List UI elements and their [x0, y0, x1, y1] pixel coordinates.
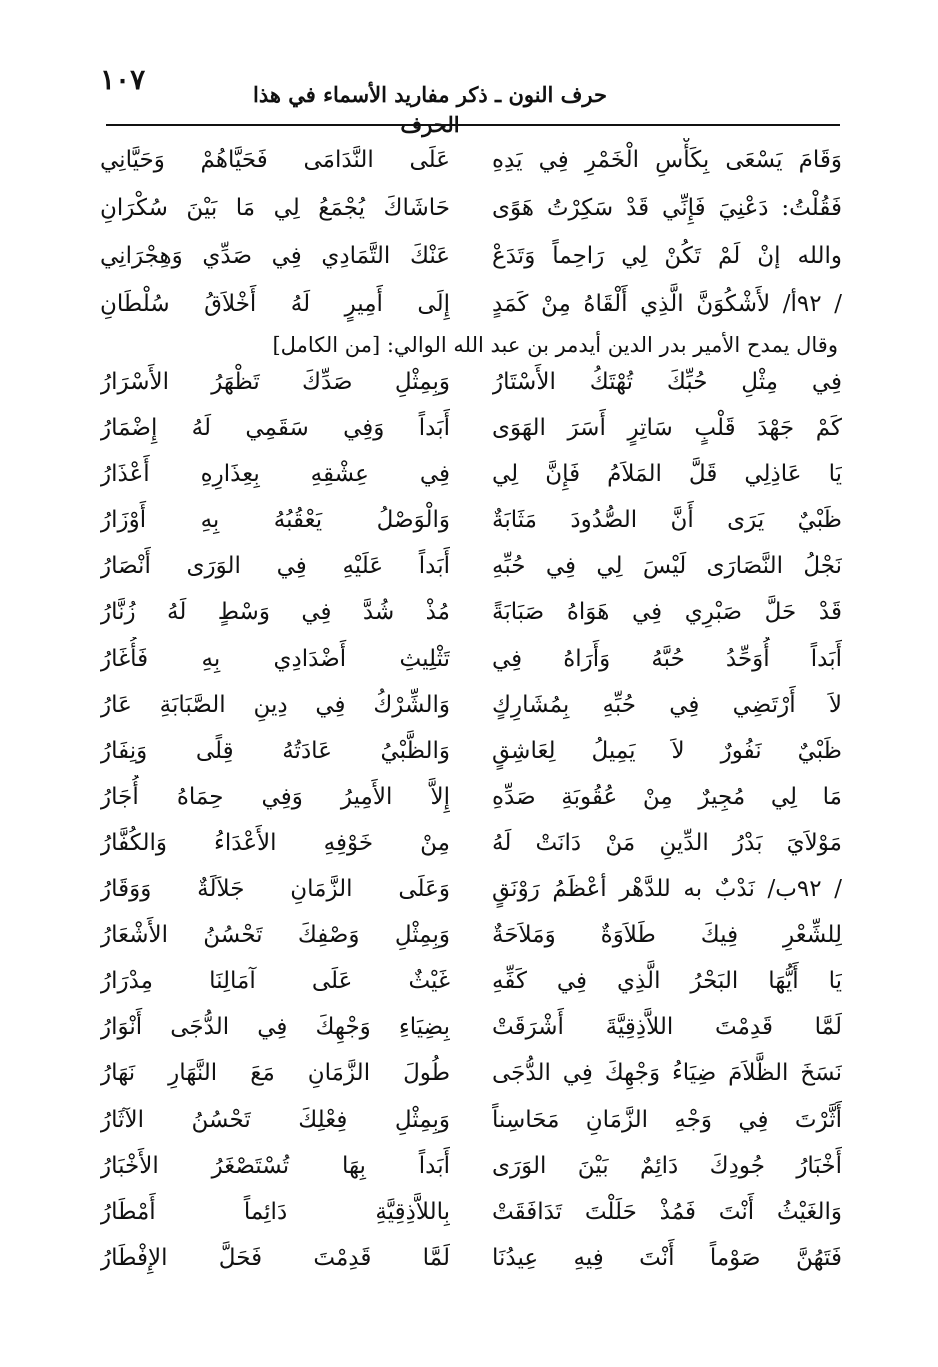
- first-hemistich: / ٩٢ب/ نَدْبٌ به للدَّهْر أعْظَمُ رَوْنَقٍ: [492, 876, 842, 903]
- first-hemistich: والله إنْ لَمْ تَكُنْ لِي رَاحِماً وَتَدَعْ: [492, 243, 842, 269]
- verse: [100, 867, 842, 913]
- second-hemistich: أَبَداً وَفِي سَقَمِي لَهُ إِضْمَارُ: [100, 415, 450, 442]
- first-hemistich: لِلشِّعْرِ فِيكَ طَلاَوَةٌ وَمَلاَحَةٌ: [492, 922, 842, 949]
- first-hemistich: نَسَخَ الظَّلاَمَ ضِيَاءُ وَجْهِكَ فِي الدُّجَى: [492, 1060, 842, 1087]
- second-hemistich: وَبِمِثْلِ فِعْلِكَ تَحْسُنُ الآثَارُ: [100, 1106, 450, 1133]
- first-hemistich: فِي مِثْلِ حُبِّكَ تُهْتَكُ الأَسْتَارُ: [492, 369, 842, 395]
- verse: [100, 590, 842, 636]
- second-hemistich: إِلاَّ الأَمِيرُ وَفِي حِمَاهُ أُجَارُ: [100, 783, 450, 810]
- second-hemistich: أَبَداً بِهَا تُسْتَصْغَرُ الأَخْبَارُ: [100, 1152, 450, 1179]
- second-hemistich: حَاشَاكَ يُجْمَعُ لِي مَا بَيْنَ سُكْرَانِ: [100, 195, 450, 221]
- first-hemistich: مَوْلاَيَ بَدْرُ الدِّينِ مَنْ دَانَتْ لَهُ: [492, 829, 842, 856]
- header-rule: [106, 124, 840, 126]
- first-hemistich: لاَ أَرْتَضِي فِي حُبِّهِ بِمُشَارِكٍ: [492, 691, 842, 718]
- verse: [100, 775, 842, 821]
- first-hemistich: يَا عَاذِلِي قَلَّ المَلاَمُ فَإِنَّ لِي: [492, 461, 842, 488]
- verse: [100, 406, 842, 452]
- second-hemistich: وَعَلَى الزَّمَانِ جَلاَلَةٌ وَوَقَارُ: [100, 876, 450, 903]
- first-hemistich: يَا أَيُّهَا البَحْرُ الَّذِي فِي كَفِّهِ: [492, 968, 842, 995]
- poem-2: [100, 360, 842, 1282]
- verse: [100, 544, 842, 590]
- second-hemistich: وَبِمِثْلِ وَصْفِكَ تَحْسُنُ الأَشْعَارُ: [100, 922, 450, 949]
- first-hemistich: وَالغَيْثُ أَنْتَ فَمُذْ حَلَلْتَ تَدَافَقَتْ: [492, 1198, 842, 1225]
- second-hemistich: غَيْثٌ عَلَى آمَالِنَا مِدْرَارُ: [100, 968, 450, 995]
- verse: [100, 282, 842, 330]
- first-hemistich: / ٩٢أ/ لأَشْكُوَنَّ الَّذِي أَلْقَاهُ مِنْ كَمَدٍ: [492, 291, 842, 317]
- second-hemistich: وَالْوَصْلُ يَعْقُبُهُ بِهِ أَوْزَارُ: [100, 507, 450, 534]
- first-hemistich: ظَبْيٌ يَرَى أَنَّ الصُّدُودَ مَثَابَةٌ: [492, 507, 842, 534]
- verse: [100, 498, 842, 544]
- verse: [100, 138, 842, 186]
- verse: [100, 1190, 842, 1236]
- second-hemistich: طُولَ الزَّمَانِ مَعَ النَّهَارِ نَهَارُ: [100, 1060, 450, 1087]
- first-hemistich: فَقُلْتُ: دَعْنِيَ فَإِنِّي قَدْ سَكِرْتُ هَوًى: [492, 195, 842, 221]
- verse: [100, 360, 842, 406]
- first-hemistich: فَتَهُنَّ صَوْماً أَنْتَ فِيهِ عِيدُنَا: [492, 1244, 842, 1271]
- page-number: ١٠٧: [100, 63, 146, 96]
- first-hemistich: كَمْ جَهْدَ قَلْبٍ سَاتِرٍ أَسَرَ الهَوَى: [492, 415, 842, 442]
- first-hemistich: مَا لِي مُجِيرٌ مِنْ عُقُوبَةِ صَدِّهِ: [492, 783, 842, 810]
- first-hemistich: قَدْ حَلَّ صَبْرِي فِي هَوَاهُ صَبَابَةً: [492, 599, 842, 626]
- second-hemistich: بِضِيَاءِ وَجْهِكَ فِي الدُّجَى أَنْوَارُ: [100, 1014, 450, 1041]
- first-hemistich: أَثَّرْتَ فِي وَجْهِ الزَّمَانِ مَحَاسِناً: [492, 1106, 842, 1133]
- verse: [100, 452, 842, 498]
- second-hemistich: وَالشِّرْكُ فِي دِينِ الصَّبَابَةِ عَارُ: [100, 691, 450, 718]
- first-hemistich: أَبَداً أُوَحِّدُ حُبَّهُ وَأَرَاهُ فِي: [492, 645, 842, 672]
- verse: [100, 1098, 842, 1144]
- poem-1: [100, 138, 842, 330]
- running-title: حرف النون ـ ذكر مفاريد الأسماء في هذا الحرف: [252, 82, 608, 137]
- first-hemistich: ظَبْيٌ نَفُورٌ لاَ يَمِيلُ لِعَاشِقٍ: [492, 737, 842, 764]
- first-hemistich: نَجْلُ النَّصَارَى لَيْسَ لِي فِي حُبِّهِ: [492, 553, 842, 580]
- verse: [100, 234, 842, 282]
- verse: [100, 913, 842, 959]
- verse: [100, 959, 842, 1005]
- first-hemistich: أَخْبَارُ جُودِكَ دَائِمٌ بَيْنَ الوَرَى: [492, 1152, 842, 1179]
- first-hemistich: لَمَّا قَدِمْتَ اللاَّذِقِيَّةَ أَشْرَقَتْ: [492, 1014, 842, 1041]
- second-hemistich: بِاللاَّذِقِيَّةِ دَائِماً أَمْطَارُ: [100, 1198, 450, 1225]
- second-hemistich: وَالظَّبْيُ عَادَتُهُ قِلًى وَنِفَارُ: [100, 737, 450, 764]
- first-hemistich: وَقَامَ يَسْعَى بِكَأْسِ الْخَمْرِ فِي يَدِهِ: [492, 147, 842, 173]
- second-hemistich: مِنْ خَوْفِهِ الأَعْدَاءُ وَالكُفَّارُ: [100, 829, 450, 856]
- poem-introduction: وقال يمدح الأمير بدر الدين أيدمر بن عبد الله الوالي: [من الكامل]: [272, 333, 838, 357]
- second-hemistich: عَنْكَ التَّمَادِي فِي صَدِّي وَهِجْرَانِي: [100, 243, 450, 269]
- second-hemistich: إِلَى أَمِيرٍ لَهُ أَخْلاَقُ سُلْطَانِ: [100, 291, 450, 317]
- verse: [100, 729, 842, 775]
- verse: [100, 186, 842, 234]
- verse: [100, 1051, 842, 1097]
- verse: [100, 1005, 842, 1051]
- second-hemistich: مُذْ شُدَّ فِي وَسْطٍ لَهُ زُنَّارُ: [100, 599, 450, 626]
- second-hemistich: أَبَداً عَلَيْهِ فِي الوَرَى أَنْصَارُ: [100, 553, 450, 580]
- verse: [100, 821, 842, 867]
- second-hemistich: وَبِمِثْلِ صَدِّكَ تَظْهَرُ الأَسْرَارُ: [100, 369, 450, 395]
- second-hemistich: تَثْلِيثِ أَضْدَادِي بِهِ فَأُغَارُ: [100, 645, 450, 672]
- verse: [100, 683, 842, 729]
- second-hemistich: لَمَّا قَدِمْتَ فَحَلَّ الإِفْطَارُ: [100, 1244, 450, 1271]
- verse: [100, 1236, 842, 1282]
- verse: [100, 1144, 842, 1190]
- second-hemistich: عَلَى النَّدَامَى فَحَيَّاهُمْ وَحَيَّانِي: [100, 147, 450, 173]
- verse: [100, 637, 842, 683]
- second-hemistich: فِي عِشْقِهِ بِعِذَارِهِ أَعْذَارُ: [100, 461, 450, 488]
